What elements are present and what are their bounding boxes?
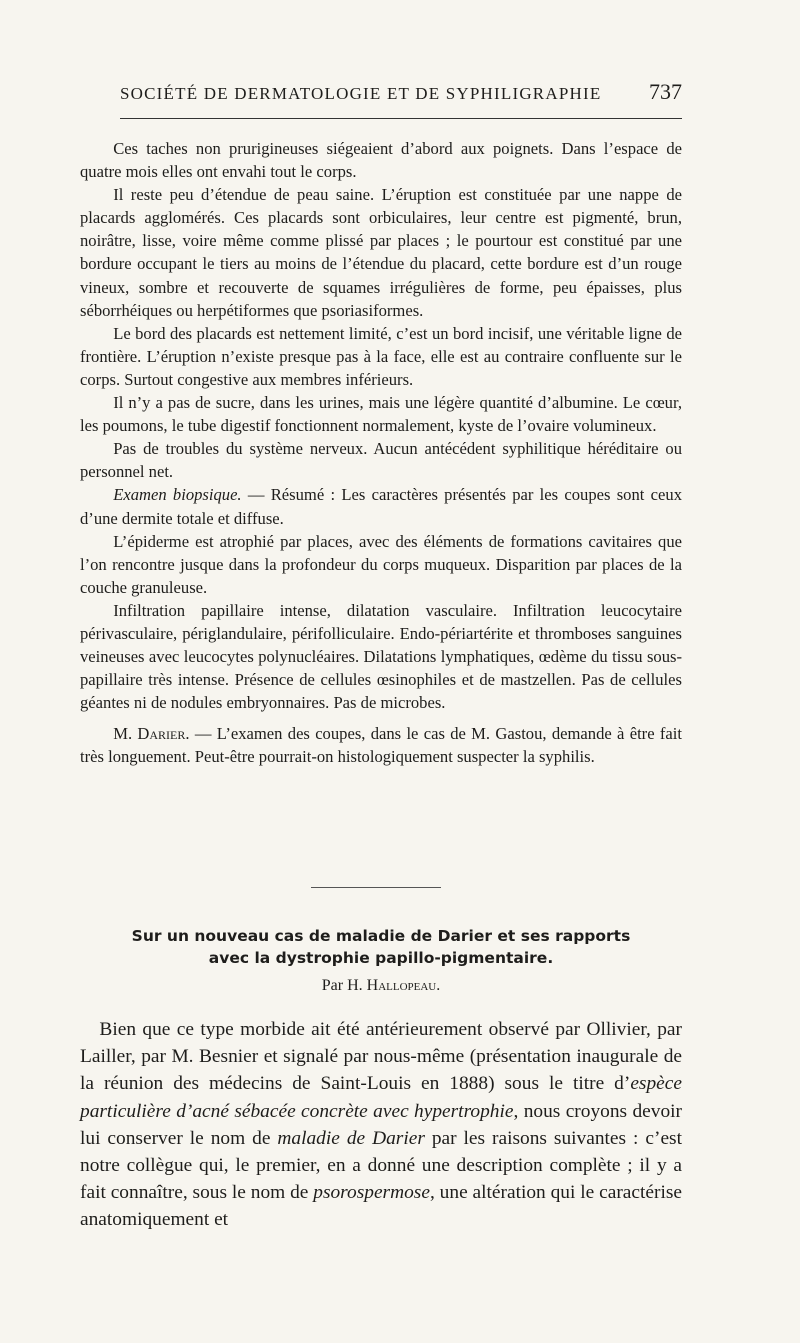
lead-emphasis: maladie de Darier: [277, 1127, 425, 1149]
article-title-line: avec la dystrophie papillo-pigmentaire.: [208, 949, 554, 967]
paragraph: Pas de troubles du système nerveux. Aucun antécédent syphilitique héréditaire ou personnel net.: [80, 439, 682, 482]
article-title: [80, 925, 682, 969]
article-title-line: Sur un nouveau cas de maladie de Darier et ses rapports: [131, 927, 631, 945]
section-label: Examen biopsique.: [113, 485, 242, 505]
lead-text: , une altération qui le caractérise anatomiquement et: [80, 1182, 682, 1231]
speaker-prefix: M.: [113, 724, 138, 744]
paragraph: [80, 483, 682, 529]
page-number: 737: [649, 79, 682, 104]
paragraph: Le bord des placards est nettement limité, c’est un bord incisif, une véritable ligne de frontière. L’éruption n’existe presque pas à la face, elle est au contraire confluente sur le corps. Surtout congestive aux membres inférieurs.: [80, 323, 682, 389]
author-name: Hallopeau: [366, 977, 437, 994]
lead-emphasis: psorospermose: [313, 1182, 430, 1204]
paragraph: Ces taches non prurigineuses siégeaient d’abord aux poignets. Dans l’espace de quatre mois elles ont envahi tout le corps.: [80, 139, 682, 182]
article-lead-paragraph: [80, 1016, 682, 1234]
byline-suffix: .: [436, 977, 441, 994]
lead-text: Bien que ce type morbide ait été antérieurement observé par Ollivier, par Lailler, par M. Besnier et signalé par nous-même (présentation inaugurale de la réunion des médecins de Saint-Louis en 1888) sous le titre d’: [80, 1019, 682, 1095]
section-separator: [311, 887, 441, 888]
lead-paragraph: [80, 1016, 682, 1234]
lead-text: par les raisons suivantes : c’est notre collègue qui, le premier, en a donné une description complète ; il y a fait connaître, sous le nom de: [80, 1127, 682, 1204]
paragraph-text: — Résumé : Les caractères présentés par les coupes sont ceux d’une dermite totale et diffuse.: [80, 485, 682, 528]
byline-prefix: Par H.: [321, 977, 367, 994]
lead-emphasis: espèce particulière d’acné sébacée concrète avec hypertrophie: [80, 1073, 682, 1122]
header-rule: [120, 118, 682, 119]
running-title: SOCIÉTÉ DE DERMATOLOGIE ET DE SYPHILIGRAPHIE: [120, 84, 602, 103]
running-header: [120, 79, 682, 105]
paragraph: Il reste peu d’étendue de peau saine. L’éruption est constituée par une nappe de placards agglomérés. Ces placards sont orbiculaires, leur centre est pigmenté, brun, noirâtre, lisse, voire même comme plissé par places ; le pourtour est constitué par une bordure occupant le tiers au moins de l’étendue du placard, cette bordure est d’un rouge vineux, sombre et recouverte de squames irrégulières de forme, peu épaisses, plus séborrhéiques ou herpétiformes que psoriasiformes.: [80, 185, 682, 320]
lead-text: , nous croyons devoir lui conserver le nom de: [80, 1100, 682, 1149]
paragraph: Infiltration papillaire intense, dilatation vasculaire. Infiltration leucocytaire périvasculaire, périglandulaire, périfolliculaire. Endo-périartérite et thromboses sanguines veineuses avec leucocytes polynucléaires. Dilatations lymphatiques, œdème du tissu sous-papillaire très intense. Présence de cellules œsinophiles et de mastzellen. Pas de cellules géantes ni de nodules embryonnaires. Pas de microbes.: [80, 600, 682, 713]
article-byline: [80, 977, 682, 995]
paragraph: Il n’y a pas de sucre, dans les urines, mais une légère quantité d’albumine. Le cœur, les poumons, le tube digestif fonctionnent normalement, kyste de l’ovaire volumineux.: [80, 393, 682, 436]
paragraph-text: . — L’examen des coupes, dans le cas de M. Gastou, demande à être fait très longuement. Peut-être pourrait-on histologiquement suspecter la syphilis.: [80, 724, 682, 767]
speaker-name: Darier: [137, 724, 186, 744]
paragraph: L’épiderme est atrophié par places, avec des éléments de formations cavitaires que l’on rencontre jusque dans la profondeur du corps muqueux. Disparition par places de la couche granuleuse.: [80, 531, 682, 597]
body-text: [80, 137, 682, 769]
paragraph: [80, 722, 682, 768]
